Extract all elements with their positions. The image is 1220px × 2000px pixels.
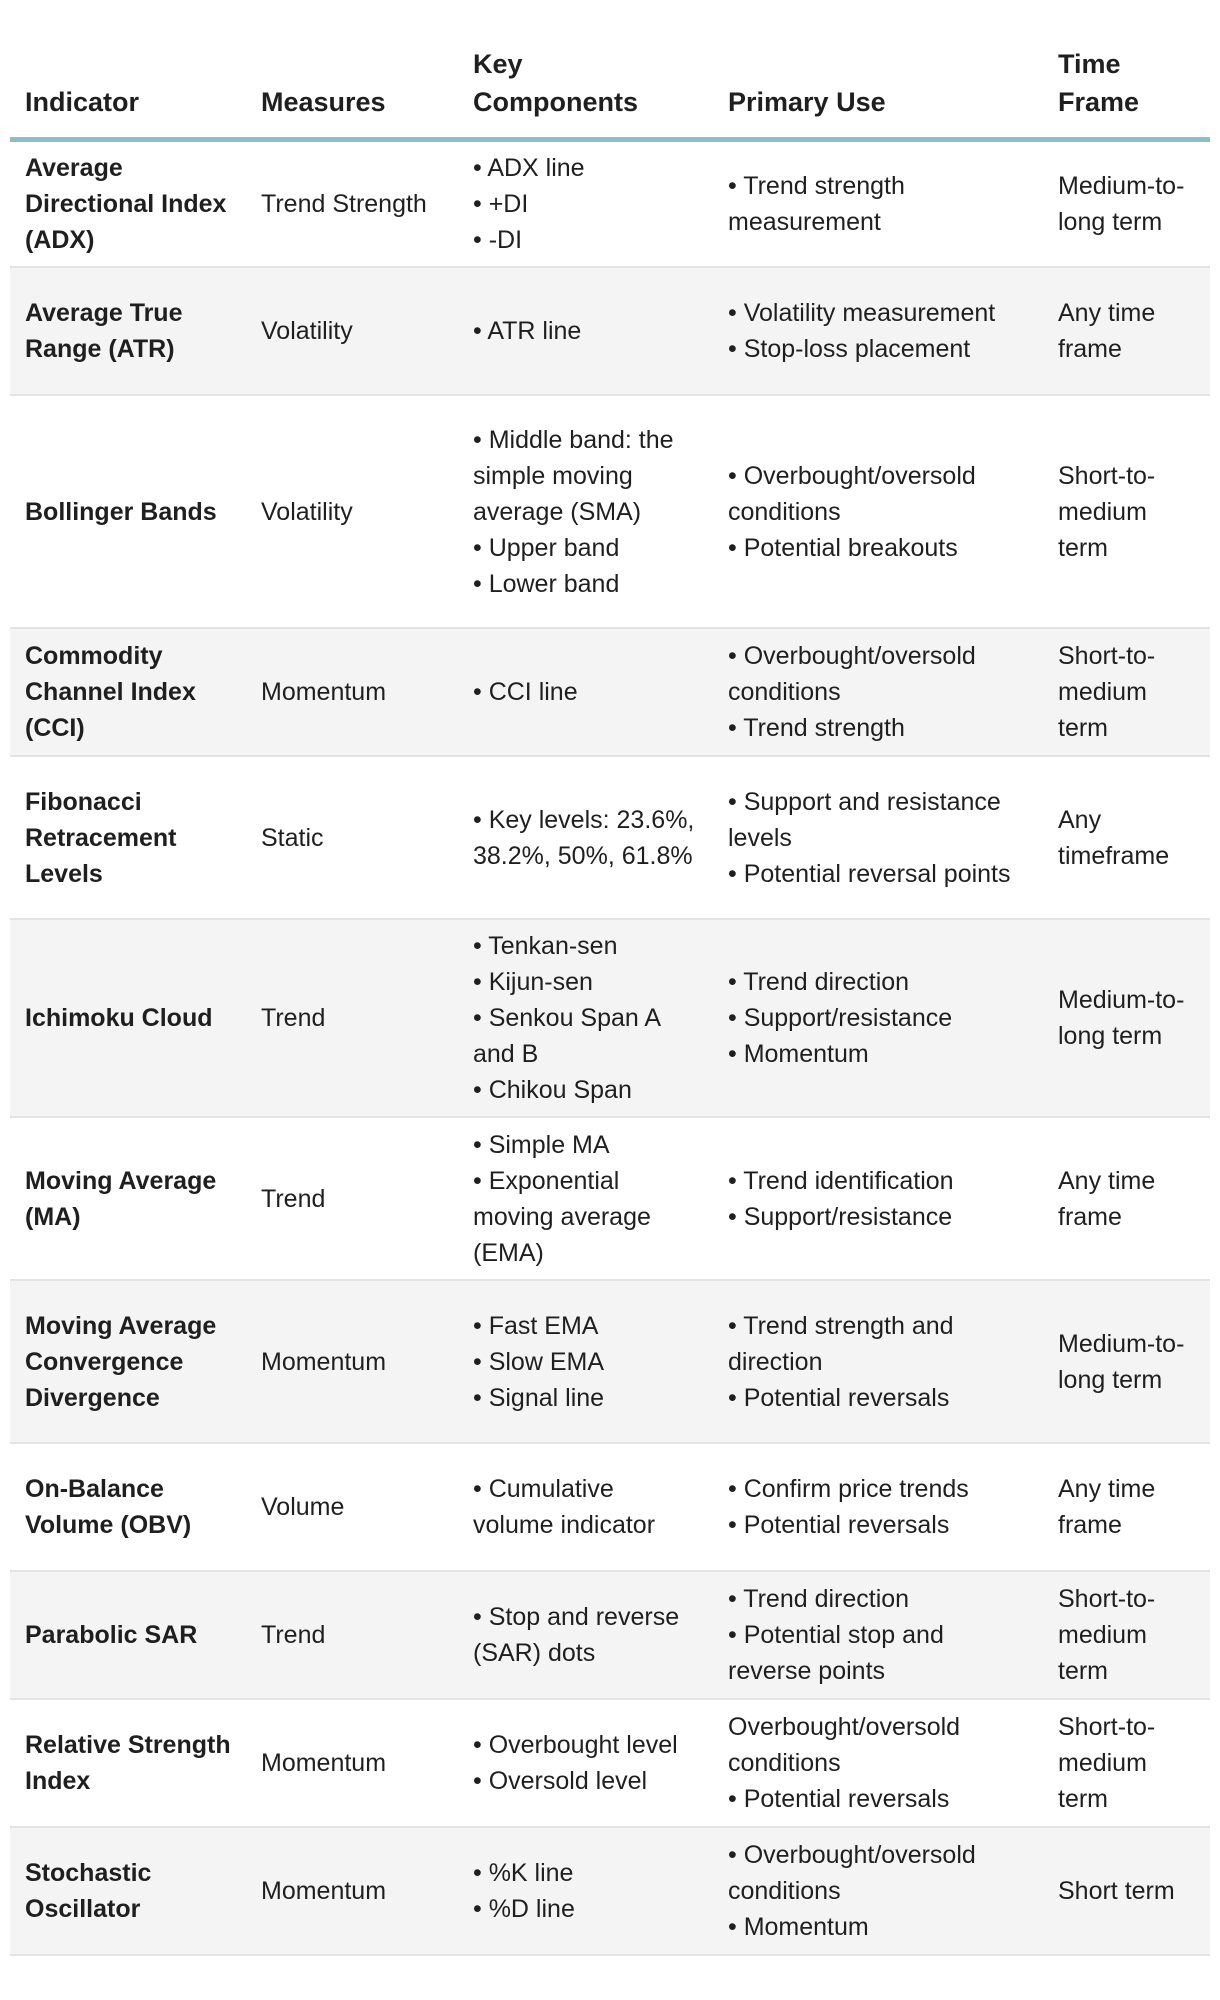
indicator-table-container: [10, 0, 1210, 1956]
component-item: • Exponential moving average (EMA): [473, 1166, 658, 1267]
use-item: • Momentum: [728, 1913, 869, 1941]
primary-use-cell: [713, 919, 1043, 1117]
use-item: • Momentum: [728, 1040, 869, 1068]
table-row: [10, 919, 1210, 1117]
table-row: [10, 1571, 1210, 1699]
use-item: • Trend direction: [728, 968, 910, 996]
time-frame-cell: Medium-to-long term: [1043, 1280, 1210, 1443]
primary-use-cell: [713, 756, 1043, 919]
key-components-cell: [458, 756, 713, 919]
primary-use-cell: [713, 139, 1043, 267]
component-item: • Signal line: [473, 1383, 605, 1412]
measures-cell: Trend: [246, 919, 458, 1117]
measures-cell: Momentum: [246, 1827, 458, 1955]
use-item: • Stop-loss placement: [728, 335, 971, 363]
primary-use-cell: [713, 628, 1043, 756]
primary-use-cell: [713, 1117, 1043, 1280]
primary-use-cell: [713, 395, 1043, 628]
use-item: • Support/resistance: [728, 1004, 953, 1032]
measures-cell: Volume: [246, 1443, 458, 1571]
table-body: [10, 139, 1210, 1955]
time-frame-cell: Medium-to-long term: [1043, 139, 1210, 267]
component-item: • Middle band: the simple moving average (SMA): [473, 425, 681, 526]
component-item: • Tenkan-sen: [473, 932, 618, 960]
header-row: [10, 0, 1210, 139]
indicator-name: Commodity Channel Index (CCI): [10, 628, 246, 756]
use-item: • Potential reversal points: [728, 859, 1011, 888]
time-frame-cell: Short-to-medium term: [1043, 395, 1210, 628]
component-item: • Key levels: 23.6%, 38.2%, 50%, 61.8%: [473, 805, 702, 870]
primary-use-cell: [713, 1443, 1043, 1571]
table-row: [10, 139, 1210, 267]
key-components-cell: [458, 628, 713, 756]
table-row: [10, 395, 1210, 628]
use-item: • Overbought/oversold conditions: [728, 461, 983, 526]
component-item: • Cumulative volume indicator: [473, 1475, 656, 1539]
table-row: [10, 1443, 1210, 1571]
measures-cell: Momentum: [246, 1699, 458, 1827]
indicator-name: Fibonacci Retracement Levels: [10, 756, 246, 919]
table-row: [10, 1827, 1210, 1955]
time-frame-cell: Any time frame: [1043, 1443, 1210, 1571]
measures-cell: Volatility: [246, 267, 458, 395]
key-components-cell: [458, 395, 713, 628]
key-components-cell: [458, 267, 713, 395]
use-item: • Potential breakouts: [728, 533, 958, 562]
time-frame-cell: Short term: [1043, 1827, 1210, 1955]
component-item: • Overbought level: [473, 1731, 678, 1759]
header-indicator: Indicator: [10, 0, 246, 139]
measures-cell: Momentum: [246, 628, 458, 756]
key-components-cell: [458, 1443, 713, 1571]
table-row: [10, 756, 1210, 919]
component-item: • -DI: [473, 225, 523, 254]
component-item: • Kijun-sen: [473, 968, 593, 996]
use-item: • Overbought/oversold conditions: [728, 642, 983, 706]
time-frame-cell: Any timeframe: [1043, 756, 1210, 919]
table-header: [10, 0, 1210, 139]
measures-cell: Trend: [246, 1117, 458, 1280]
time-frame-cell: Any time frame: [1043, 1117, 1210, 1280]
key-components-cell: [458, 139, 713, 267]
indicator-name: On-Balance Volume (OBV): [10, 1443, 246, 1571]
indicator-name: Moving Average (MA): [10, 1117, 246, 1280]
use-item: • Trend direction: [728, 1585, 910, 1613]
use-item: • Support/resistance: [728, 1202, 953, 1231]
use-item: • Support and resistance levels: [728, 787, 1008, 852]
component-item: • ADX line: [473, 153, 585, 182]
table-row: [10, 1280, 1210, 1443]
use-item: Overbought/oversold conditions: [728, 1713, 968, 1777]
key-components-cell: [458, 1571, 713, 1699]
measures-cell: Static: [246, 756, 458, 919]
use-item: • Potential reversals: [728, 1383, 950, 1412]
measures-cell: Momentum: [246, 1280, 458, 1443]
header-primary-use: Primary Use: [713, 0, 1043, 139]
component-item: • Slow EMA: [473, 1347, 605, 1376]
measures-cell: Trend Strength: [246, 139, 458, 267]
key-components-cell: [458, 1699, 713, 1827]
primary-use-cell: [713, 1827, 1043, 1955]
header-key-components: Key Components: [458, 0, 713, 139]
indicator-name: Average True Range (ATR): [10, 267, 246, 395]
indicator-name: Stochastic Oscillator: [10, 1827, 246, 1955]
header-measures: Measures: [246, 0, 458, 139]
use-item: • Trend strength and direction: [728, 1311, 961, 1376]
component-item: • %K line: [473, 1859, 574, 1887]
use-item: • Trend strength: [728, 714, 905, 742]
table-row: [10, 628, 1210, 756]
use-item: • Trend strength measurement: [728, 171, 912, 236]
component-item: • Stop and reverse (SAR) dots: [473, 1603, 687, 1667]
use-item: • Volatility measurement: [728, 299, 996, 327]
time-frame-cell: Any time frame: [1043, 267, 1210, 395]
component-item: • +DI: [473, 189, 529, 218]
primary-use-cell: [713, 1571, 1043, 1699]
primary-use-cell: [713, 267, 1043, 395]
time-frame-cell: Medium-to-long term: [1043, 919, 1210, 1117]
key-components-cell: [458, 919, 713, 1117]
indicator-name: Bollinger Bands: [10, 395, 246, 628]
component-item: • Fast EMA: [473, 1311, 599, 1340]
component-item: • Simple MA: [473, 1130, 610, 1159]
component-item: • %D line: [473, 1895, 575, 1923]
component-item: • Oversold level: [473, 1767, 648, 1795]
component-item: • Upper band: [473, 533, 620, 562]
component-item: • Senkou Span A and B: [473, 1004, 667, 1068]
measures-cell: Volatility: [246, 395, 458, 628]
use-item: • Potential stop and reverse points: [728, 1621, 951, 1685]
measures-cell: Trend: [246, 1571, 458, 1699]
key-components-cell: [458, 1280, 713, 1443]
primary-use-cell: [713, 1699, 1043, 1827]
indicator-name: Relative Strength Index: [10, 1699, 246, 1827]
key-components-cell: [458, 1117, 713, 1280]
header-time-frame: Time Frame: [1043, 0, 1210, 139]
indicator-name: Average Directional Index (ADX): [10, 139, 246, 267]
primary-use-cell: [713, 1280, 1043, 1443]
indicator-table: [10, 0, 1210, 1956]
table-row: [10, 1117, 1210, 1280]
component-item: • Lower band: [473, 569, 620, 598]
time-frame-cell: Short-to-medium term: [1043, 628, 1210, 756]
use-item: • Confirm price trends: [728, 1475, 969, 1503]
component-item: • ATR line: [473, 317, 582, 345]
table-row: [10, 1699, 1210, 1827]
use-item: • Potential reversals: [728, 1511, 950, 1539]
indicator-name: Ichimoku Cloud: [10, 919, 246, 1117]
table-row: [10, 267, 1210, 395]
use-item: • Trend identification: [728, 1166, 954, 1195]
component-item: • Chikou Span: [473, 1076, 632, 1104]
time-frame-cell: Short-to-medium term: [1043, 1699, 1210, 1827]
key-components-cell: [458, 1827, 713, 1955]
indicator-name: Moving Average Convergence Divergence: [10, 1280, 246, 1443]
indicator-name: Parabolic SAR: [10, 1571, 246, 1699]
time-frame-cell: Short-to-medium term: [1043, 1571, 1210, 1699]
use-item: • Potential reversals: [728, 1785, 950, 1813]
component-item: • CCI line: [473, 678, 578, 706]
use-item: • Overbought/oversold conditions: [728, 1841, 983, 1905]
